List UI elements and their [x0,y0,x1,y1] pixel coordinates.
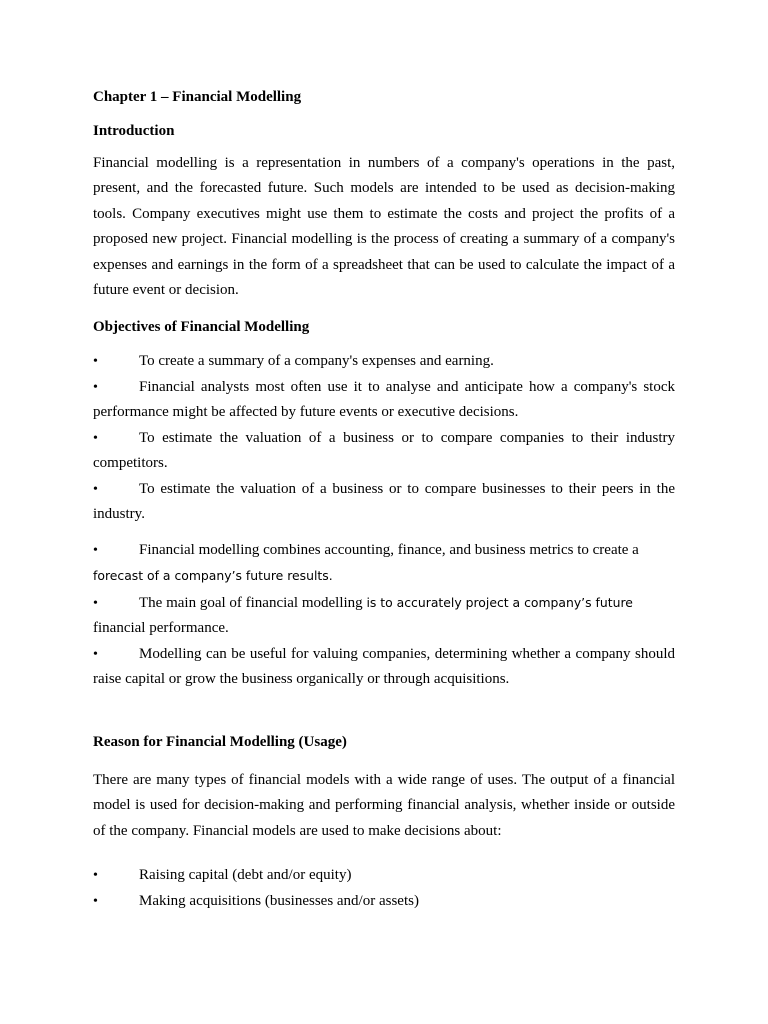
bullet-icon: • [93,431,98,446]
bullet-icon: • [93,380,98,395]
objective-text: To estimate the valuation of a business or to compare businesses to their peers in the industry. [93,481,675,523]
reason-heading: Reason for Financial Modelling (Usage) [93,734,347,750]
objective-text: To estimate the valuation of a business or to compare companies to their industry competitors. [93,430,675,472]
document-page [93,0,675,1024]
bullet-icon: • [93,354,98,369]
bullet-icon: • [93,596,98,611]
introduction-paragraph: Financial modelling is a representation in numbers of a company's operations in the past, present, and the forecasted future. Such models are intended to be used as decision-making tools. Company executives might use them to estimate the costs and project the profits of a proposed new project. Financial modelling is the process of creating a summary of a company's expenses and earnings in the form of a spreadsheet that can be used to calculate the impact of a future event or decision. [93,155,675,299]
objective-item-5 [93,538,675,590]
use-item-2 [93,889,675,914]
objectives-heading: Objectives of Financial Modelling [93,319,310,335]
objective-item-2 [93,375,675,426]
chapter-title: Chapter 1 – Financial Modelling [93,89,302,105]
use-item-1 [93,863,675,888]
bullet-icon: • [93,543,98,558]
objective-text: Financial analysts most often use it to analyse and anticipate how a company's stock performance might be affected by future events or executive decisions. [93,379,675,421]
objective-item-1 [93,349,675,374]
objective-text: Financial modelling combines accounting, finance, and business metrics to create a [139,542,639,558]
objective-item-7 [93,642,675,693]
reason-paragraph: There are many types of financial models with a wide range of uses. The output of a financial model is used for decision-making and performing financial analysis, whether inside or outside of the company. Financial models are used to make decisions about: [93,772,675,839]
bullet-icon: • [93,482,98,497]
use-text: Raising capital (debt and/or equity) [139,867,352,883]
bullet-icon: • [93,894,98,909]
objective-text-alt: is to accurately project a company’s future [366,595,633,610]
objective-text: The main goal of financial modelling [139,595,363,611]
objective-item-6 [93,590,675,642]
introduction-heading: Introduction [93,123,175,139]
objective-text: Modelling can be useful for valuing companies, determining whether a company should raise capital or grow the business organically or through acquisitions. [93,646,675,688]
objective-text-continued: financial performance. [93,620,229,637]
bullet-icon: • [93,647,98,662]
bullet-icon: • [93,868,98,883]
objective-item-3 [93,426,675,477]
objective-text: To create a summary of a company's expenses and earning. [139,353,494,369]
objective-item-4 [93,477,675,528]
objective-text-continued: forecast of a company’s future results. [93,568,333,584]
use-text: Making acquisitions (businesses and/or assets) [139,893,419,909]
